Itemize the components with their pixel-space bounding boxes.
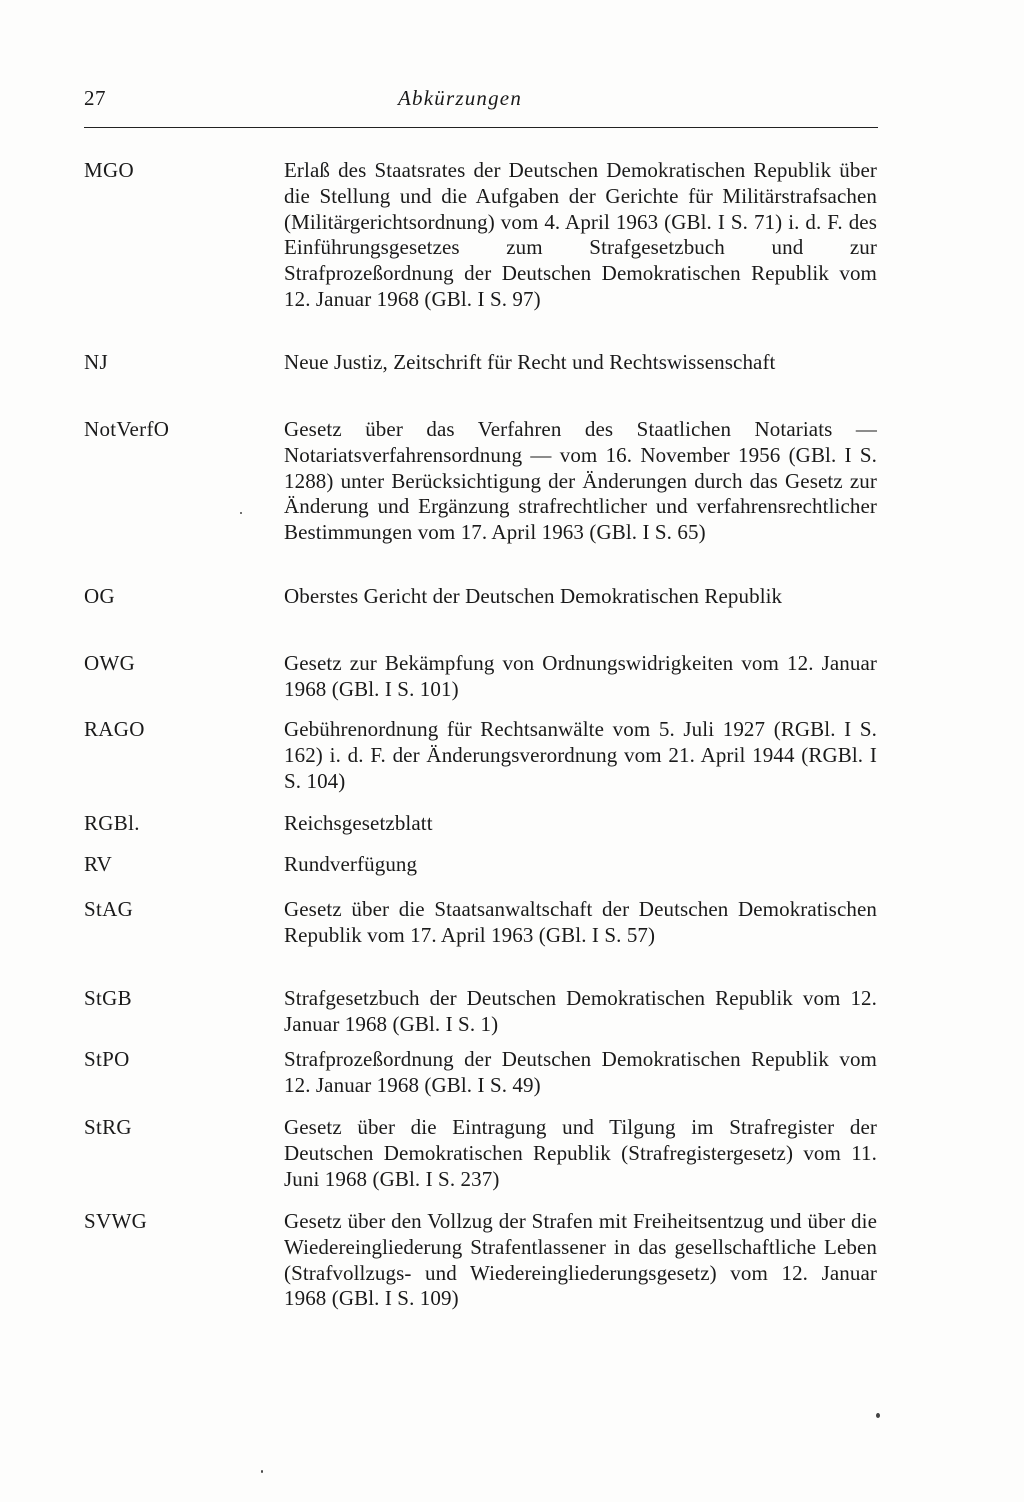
abbreviation-term: NotVerfO [84, 417, 170, 441]
abbreviation-term: MGO [84, 158, 134, 182]
abbreviation-term: RGBl. [84, 811, 140, 835]
abbreviation-definition: Strafprozeßordnung der Deutschen Demokratischen Republik vom 12. Januar 1968 (GBl. I S. 49) [284, 1047, 877, 1097]
scan-speck [261, 1470, 263, 1473]
abbreviation-term: OWG [84, 651, 136, 675]
abbreviation-definition: Gesetz über den Vollzug der Strafen mit Freiheitsentzug und über die Wiedereingliederung Strafentlassener in das gesellschaftliche Leben (Strafvollzugs- und Wiedereingliederungsgesetz) vom 12. Januar 1968 (GBl. I S. 109) [284, 1209, 877, 1311]
abbreviation-term: NJ [84, 350, 108, 374]
abbreviation-definition: Neue Justiz, Zeitschrift für Recht und Rechtswissenschaft [284, 350, 776, 374]
scan-speck [240, 512, 242, 514]
abbreviation-definition: Gesetz zur Bekämpfung von Ordnungswidrigkeiten vom 12. Januar 1968 (GBl. I S. 101) [284, 651, 877, 701]
abbreviation-definition: Gesetz über die Eintragung und Tilgung im Strafregister der Deutschen Demokratischen Republik (Strafregistergesetz) vom 11. Juni 1968 (GBl. I S. 237) [284, 1115, 877, 1191]
page-number: 27 [84, 86, 106, 110]
abbreviation-term: StGB [84, 986, 132, 1010]
page-title: Abkürzungen [398, 86, 523, 110]
abbreviation-term: RV [84, 852, 113, 876]
abbreviation-definition: Gesetz über das Verfahren des Staatlichen Notariats — Notariatsverfahrensordnung — vom 16. November 1956 (GBl. I S. 1288) unter Berücksichtigung der Änderungen durch das Gesetz zur Änderung und Ergänzung strafrechtlicher und verfahrensrechtlicher Bestimmungen vom 17. April 1963 (GBl. I S. 65) [284, 417, 877, 545]
abbreviation-definition: Gebührenordnung für Rechtsanwälte vom 5. Juli 1927 (RGBl. I S. 162) i. d. F. der Änderungsverordnung vom 21. April 1944 (RGBl. I S. 104) [284, 717, 877, 793]
abbreviation-definition: Erlaß des Staatsrates der Deutschen Demokratischen Republik über die Stellung und die Aufgaben der Gerichte für Militärstrafsachen (Militärgerichtsordnung) vom 4. April 1963 (GBl. I S. 71) i. d. F. des Einführungsgesetzes zum Strafgesetzbuch und zur Strafprozeßordnung der Deutschen Demokratischen Republik vom 12. Januar 1968 (GBl. I S. 97) [284, 158, 877, 311]
scan-speck [876, 1413, 880, 1418]
abbreviation-term: SVWG [84, 1209, 148, 1233]
abbreviation-term: StAG [84, 897, 134, 921]
abbreviation-definition: Gesetz über die Staatsanwaltschaft der Deutschen Demokratischen Republik vom 17. April 1963 (GBl. I S. 57) [284, 897, 877, 947]
abbreviation-definition: Oberstes Gericht der Deutschen Demokratischen Republik [284, 584, 783, 608]
abbreviation-definition: Rundverfügung [284, 852, 418, 876]
abbreviation-term: StRG [84, 1115, 132, 1139]
abbreviation-definition: Reichsgesetzblatt [284, 811, 433, 835]
abbreviation-term: OG [84, 584, 115, 608]
abbreviation-definition: Strafgesetzbuch der Deutschen Demokratischen Republik vom 12. Januar 1968 (GBl. I S. 1) [284, 986, 877, 1036]
abbreviation-term: RAGO [84, 717, 145, 741]
abbreviation-term: StPO [84, 1047, 130, 1071]
